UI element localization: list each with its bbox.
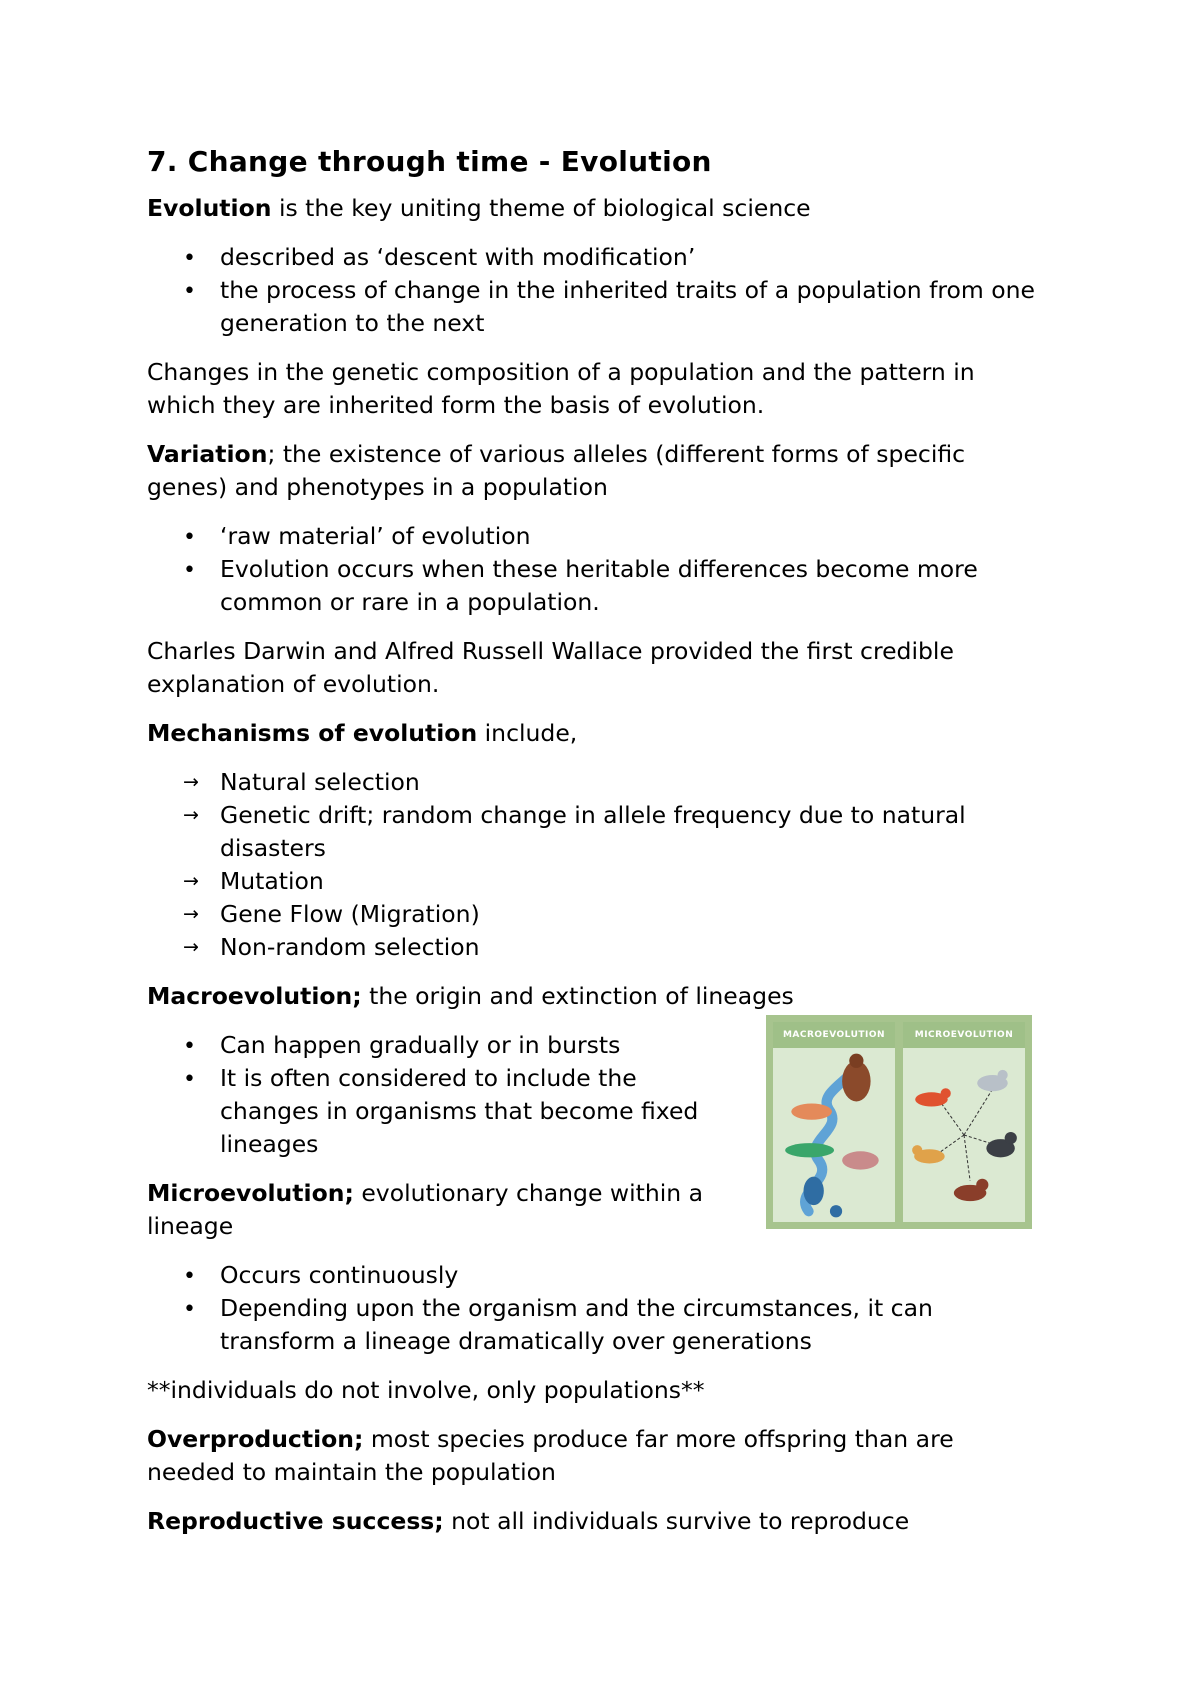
bullet-icon [183, 553, 213, 587]
variation-bullet-list [147, 520, 1047, 619]
list-item: • ‘raw material’ of evolution [147, 520, 1047, 553]
list-item: • the process of change in the inherited traits of a population from one generation to the next [147, 274, 1047, 340]
term-variation: Variation [147, 440, 268, 468]
list-item: • It is often considered to include the changes in organisms that become fixed lineages [147, 1062, 727, 1161]
macroevolution-label: MACROEVOLUTION [773, 1022, 895, 1048]
list-item: → Mutation [147, 865, 1047, 898]
list-item: → Natural selection [147, 766, 1047, 799]
bullet-icon [183, 241, 213, 275]
arrow-right-icon: → [183, 903, 199, 925]
term-microevolution: Microevolution; [147, 1179, 354, 1207]
list-item: • described as ‘descent with modification’ [147, 241, 1047, 274]
mechanisms-paragraph: Mechanisms of evolution include, [147, 719, 578, 747]
individuals-note: **individuals do not involve, only populations** [147, 1376, 705, 1404]
arrow-right-icon: → [183, 804, 199, 826]
genetic-composition-paragraph: Changes in the genetic composition of a population and the pattern in which they are inherited form the basis of evolution. [147, 358, 975, 419]
microevolution-label: MICROEVOLUTION [903, 1022, 1025, 1048]
arrow-right-icon: → [183, 870, 199, 892]
list-item: • Occurs continuously [147, 1259, 1047, 1292]
intro-bullet-list [147, 241, 1047, 340]
list-item: • Depending upon the organism and the circumstances, it can transform a lineage dramatically over generations [147, 1292, 1047, 1358]
mechanisms-list [147, 766, 1047, 964]
list-item: → Genetic drift; random change in allele frequency due to natural disasters [183, 801, 966, 862]
term-mechanisms: Mechanisms of evolution [147, 719, 478, 747]
microevolution-panel [903, 1022, 1025, 1222]
macroevolution-panel [773, 1022, 895, 1222]
term-overproduction: Overproduction; [147, 1425, 364, 1453]
reproductive-success-paragraph: Reproductive success; not all individuals survive to reproduce [147, 1507, 910, 1535]
arrow-right-icon: → [183, 771, 199, 793]
macroevolution-lineage-illustration [773, 1048, 895, 1222]
list-item: • Evolution occurs when these heritable differences become more common or rare in a population. [147, 553, 1047, 619]
overproduction-paragraph: Overproduction; most species produce far more offspring than are needed to maintain the population [147, 1425, 954, 1486]
darwin-paragraph: Charles Darwin and Alfred Russell Wallace provided the first credible explanation of evolution. [147, 637, 954, 698]
macroevolution-bullet-list [147, 1029, 727, 1161]
term-reproductive-success: Reproductive success; [147, 1507, 444, 1535]
arrow-right-icon: → [183, 936, 199, 958]
bullet-icon [183, 1259, 213, 1293]
microevolution-paragraph: Microevolution; evolutionary change within a lineage [147, 1179, 704, 1240]
bullet-icon [183, 520, 213, 554]
document-content [147, 142, 1047, 1554]
bullet-icon [183, 274, 213, 308]
variation-paragraph: Variation; the existence of various alleles (different forms of specific genes) and phenotypes in a population [147, 440, 966, 501]
microevolution-dog-breeds-illustration [903, 1048, 1025, 1222]
term-evolution: Evolution [147, 194, 272, 222]
evolution-illustration [766, 1015, 1032, 1229]
page-title: 7. Change through time - Evolution [147, 145, 712, 178]
term-macroevolution: Macroevolution; [147, 982, 362, 1010]
intro-paragraph: Evolution is the key uniting theme of biological science [147, 194, 811, 222]
bullet-icon [183, 1062, 213, 1096]
list-item: → Gene Flow (Migration) [147, 898, 1047, 931]
macroevolution-paragraph: Macroevolution; the origin and extinction of lineages [147, 982, 794, 1010]
list-item: • Can happen gradually or in bursts [147, 1029, 727, 1062]
bullet-icon [183, 1292, 213, 1326]
microevolution-bullet-list [147, 1259, 1047, 1358]
bullet-icon [183, 1029, 213, 1063]
list-item: → Non-random selection [147, 931, 1047, 964]
